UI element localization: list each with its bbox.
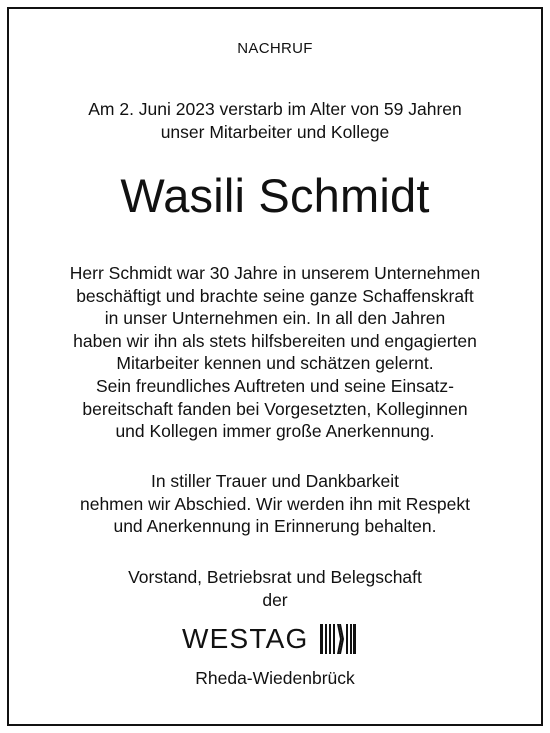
tribute-line: Herr Schmidt war 30 Jahre in unserem Unternehmen: [69, 263, 481, 283]
tribute-line: Mitarbeiter kennen und schätzen gelernt.: [116, 353, 434, 374]
company-wordmark: WESTAG: [182, 623, 309, 654]
mourning-line: und Anerkennung in Erinnerung behalten.: [113, 516, 437, 537]
tribute-line: in unser Unternehmen ein. In all den Jahren: [104, 308, 446, 329]
tribute-line: und Kollegen immer große Anerkennung.: [115, 421, 435, 442]
tribute-text: [0, 262, 550, 443]
signatory-line: der: [262, 589, 288, 610]
tribute-line: beschäftigt und brachte seine ganze Schaffenskraft: [76, 285, 474, 306]
mourning-line: In stiller Trauer und Dankbarkeit: [150, 471, 400, 491]
company-location: Rheda-Wiedenbrück: [195, 668, 355, 688]
notice-heading: NACHRUF: [237, 40, 313, 57]
signatories: [0, 566, 550, 611]
tribute-line: Sein freundliches Auftreten und seine Einsatz-: [96, 375, 454, 396]
signatory-line: Vorstand, Betriebsrat und Belegschaft: [128, 567, 422, 587]
intro-line: Am 2. Juni 2023 verstarb im Alter von 59 Jahren: [88, 99, 462, 119]
mourning-text: [0, 470, 550, 538]
westag-bars-logo-icon: [320, 624, 356, 654]
company-logo: [182, 622, 356, 656]
mourning-line: nehmen wir Abschied. Wir werden ihn mit Respekt: [79, 493, 471, 514]
intro-line: unser Mitarbeiter und Kollege: [160, 122, 390, 142]
intro-text: [0, 98, 550, 144]
tribute-line: haben wir ihn als stets hilfsbereiten und engagierten: [73, 330, 477, 351]
tribute-line: bereitschaft fanden bei Vorgesetzten, Kolleginnen: [82, 398, 468, 419]
deceased-name: Wasili Schmidt: [120, 169, 430, 222]
